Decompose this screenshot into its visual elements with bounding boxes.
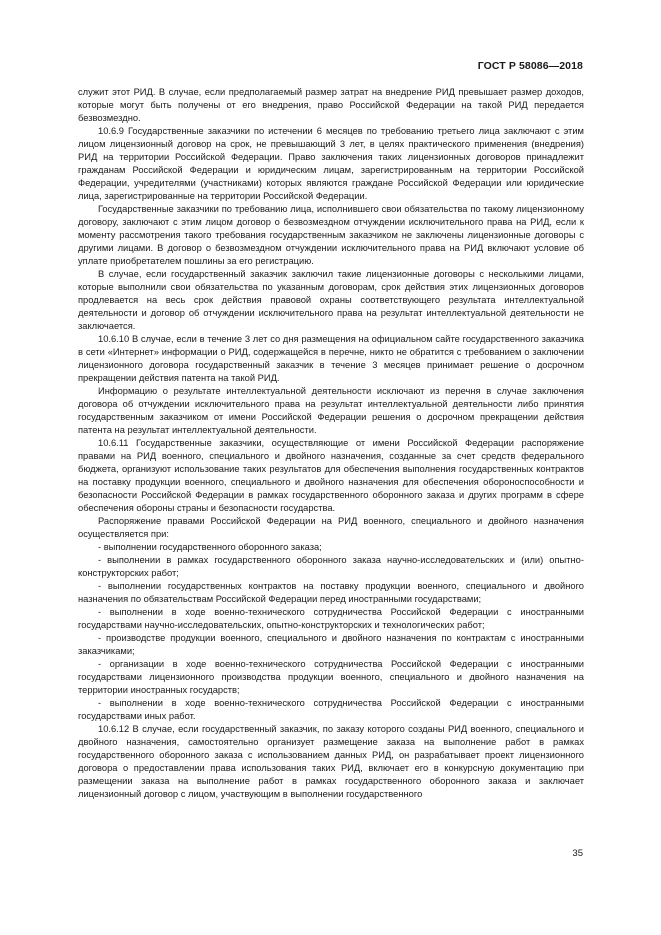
list-item: - выполнении в ходе военно-технического сотрудничества Российской Федерации с иностранными государствами иных работ. xyxy=(78,698,584,721)
page-number: 35 xyxy=(572,848,583,859)
paragraph: 10.6.12 В случае, если государственный заказчик, по заказу которого созданы РИД военного, специального и двойного назначения, самостоятельно организует размещение заказа на выполнение работ в рамках государственного оборонного заказа с использованием данных РИД, он разрабатывает проект лицензионного договора о предоставлении права использования таких РИД, включает его в конкурсную документацию при размещении заказа на выполнение работ в рамках государственного оборонного заказа и заключает лицензионный договор с лицом, участвующим в выполнении государственного xyxy=(78,724,584,799)
paragraph: 10.6.11 Государственные заказчики, осуществляющие от имени Российской Федерации распоряжение правами на РИД военного, специального и двойного назначения, созданные за счет средств федерального бюджета, организуют использование таких результатов для обеспечения выполнения государственных контрактов на поставку продукции военного, специального и двойного назначения для обеспечения обороноспособности и безопасности Российской Федерации в рамках государственного оборонного заказа и других программ в сфере обеспечения обороны страны и безопасности государства. xyxy=(78,438,584,513)
list-item: - организации в ходе военно-технического сотрудничества Российской Федерации с иностранными государствами лицензионного производства продукции военного, специального и двойного назначения на территории иностранных государств; xyxy=(78,659,584,695)
list-item: - выполнении в ходе военно-технического сотрудничества Российской Федерации с иностранными государствами научно-исследовательских, опытно-конструкторских и технологических работ; xyxy=(78,607,584,630)
list-item: - выполнении государственных контрактов на поставку продукции военного, специального и двойного назначения по обязательствам Российской Федерации перед иностранными государствами; xyxy=(78,581,584,604)
paragraph: 10.6.9 Государственные заказчики по истечении 6 месяцев по требованию третьего лица заключают с этим лицом лицензионный договор на срок, не превышающий 3 лет, в целях практического применения (внедрения) РИД на территории Российской Федерации. Право заключения таких лицензионных договоров принадлежит гражданам Российской Федерации и юридическим лицам, зарегистрированным на территории Российской Федерации, учредителями (участниками) которых являются граждане Российской Федерации или юридические лица, зарегистрированные на территории Российской Федерации. xyxy=(78,126,584,201)
list-item: - выполнении в рамках государственного оборонного заказа научно-исследовательских и (или) опытно-конструкторских работ; xyxy=(78,555,584,578)
list-item: - выполнении государственного оборонного заказа; xyxy=(98,542,322,552)
paragraph: В случае, если государственный заказчик заключил такие лицензионные договоры с несколькими лицами, которые выполнили свои обязательства по указанным договорам, срок действия этих лицензионных договоров продлевается на весь срок действия правовой охраны соответствующего результата интеллектуальной деятельности и договор об отчуждении исключительного права на результат интеллектуальной деятельности не заключается. xyxy=(78,269,584,331)
paragraph: 10.6.10 В случае, если в течение 3 лет со дня размещения на официальном сайте государственного заказчика в сети «Интернет» информации о РИД, содержащейся в перечне, никто не обратится с требованием о заключении лицензионного договора государственный заказчик в течение 3 месяцев принимает решение о досрочном прекращении действия патента на такой РИД. xyxy=(78,334,584,383)
paragraph: Информацию о результате интеллектуальной деятельности исключают из перечня в случае заключения договора об отчуждении исключительного права на результат интеллектуальной деятельности либо принятия государственным заказчиком от имени Российской Федерации решения о досрочном прекращении действия патента на результат интеллектуальной деятельности. xyxy=(78,386,584,435)
paragraph: Распоряжение правами Российской Федерации на РИД военного, специального и двойного назначения осуществляется при: xyxy=(78,516,584,539)
paragraph: служит этот РИД. В случае, если предполагаемый размер затрат на внедрение РИД превышает размер доходов, которые могут быть получены от его внедрения, право Российской Федерации на такой РИД передается безвозмездно. xyxy=(78,87,584,123)
standard-designation: ГОСТ Р 58086—2018 xyxy=(477,60,583,72)
list-item: - производстве продукции военного, специального и двойного назначения по контрактам с иностранными заказчиками; xyxy=(78,633,584,656)
body-text xyxy=(78,86,584,801)
paragraph: Государственные заказчики по требованию лица, исполнившего свои обязательства по такому лицензионному договору, заключают с этим лицом договор о безвозмездном отчуждении исключительного права на РИД, если к моменту рассмотрения такого требования государственным заказчиком не заключены лицензионные договоры с другими лицами. В договор о безвозмездном отчуждении исключительного права на РИД включают условие об уплате приобретателем пошлины за его регистрацию. xyxy=(78,204,584,266)
